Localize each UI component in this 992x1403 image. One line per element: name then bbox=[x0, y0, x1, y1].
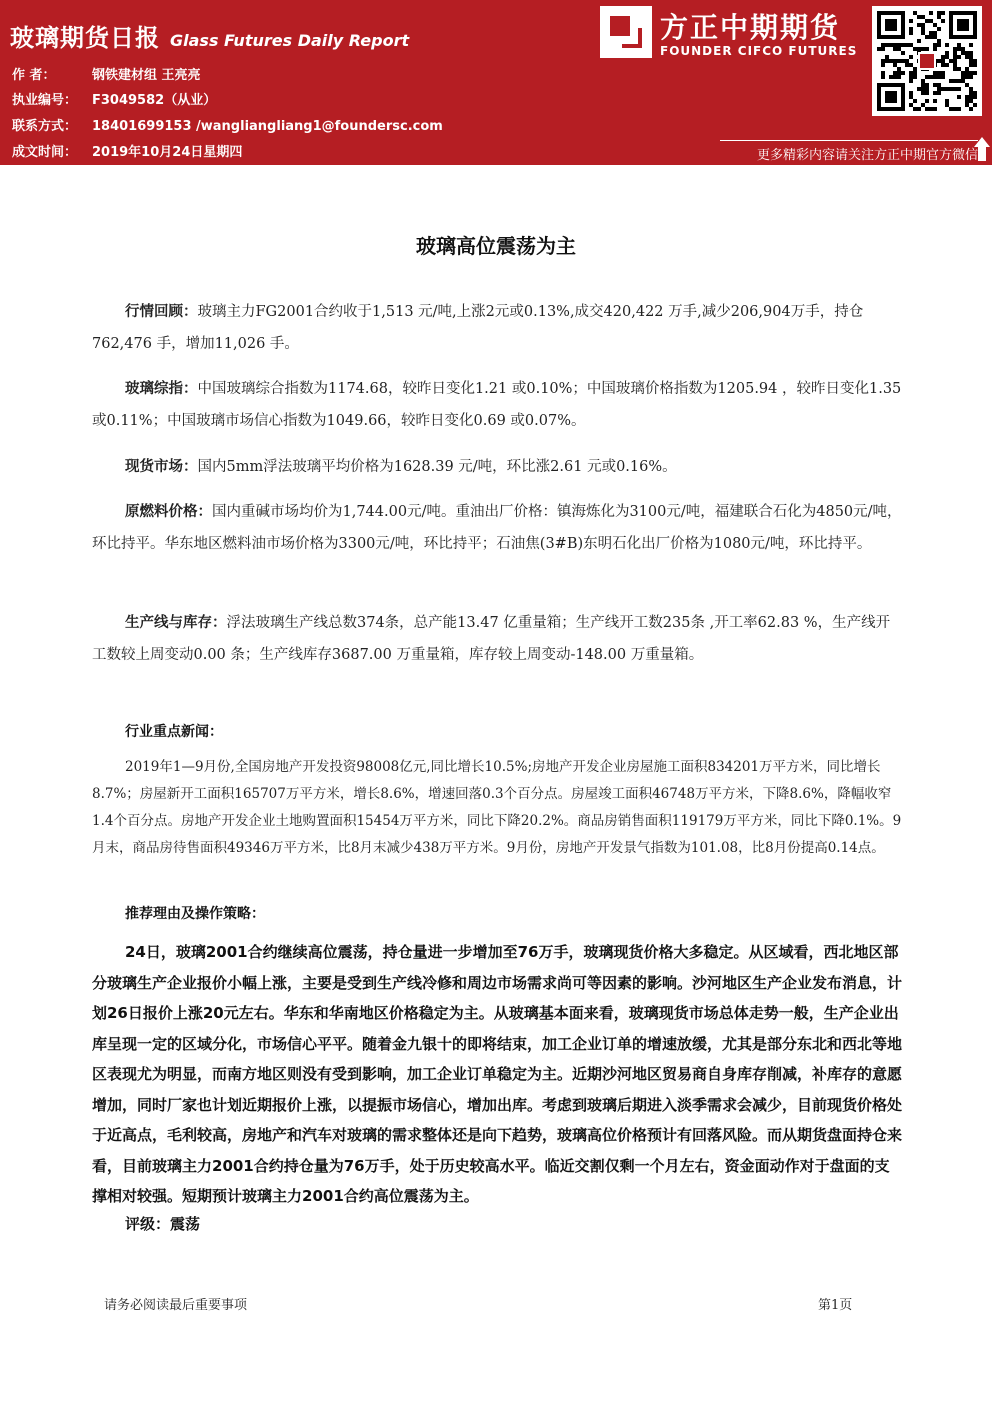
meta-contact: 联系方式： 18401699153 /wangliangliang1@foundersc.com bbox=[12, 119, 443, 134]
follow-divider bbox=[720, 140, 978, 141]
meta-author: 作 者： 钢铁建材组 王亮亮 bbox=[12, 68, 201, 83]
rating-value: 震荡 bbox=[170, 1215, 201, 1233]
section-spot-market: 现货市场：国内5mm浮法玻璃平均价格为1628.39 元/吨，环比涨2.61 元或0.16%。 bbox=[125, 459, 677, 475]
logo-text-en: FOUNDER CIFCO FUTURES bbox=[660, 44, 858, 58]
news-heading: 行业重点新闻： bbox=[125, 724, 223, 740]
report-title bbox=[10, 18, 409, 53]
meta-date: 成文时间： 2019年10月24日星期四 bbox=[12, 145, 243, 160]
report-title-cn: 玻璃期货日报 bbox=[10, 24, 160, 52]
strategy-body: 24日，玻璃2001合约继续高位震荡，持仓量进一步增加至76万手，玻璃现货价格大多稳定。从区域看，西北地区部分玻璃生产企业报价小幅上涨，主要是受到生产线冷修和周边市场需求尚可等因素的影响。沙河地区生产企业发布消息，计划26日报价上涨20元左右。华东和华南地区价格稳定为主。从玻璃基本面来看，玻璃现货市场总体走势一般，生产企业出库呈现一定的区域分化，市场信心平平。随着金九银十的即将结束，加工企业订单的增速放缓，尤其是部分东北和西北等地区表现尤为明显，而南方地区则没有受到影响，加工企业订单稳定为主。近期沙河地区贸易商自身库存削减，补库存的意愿增加，同时厂家也计划近期报价上涨，以提振市场信心，增加出库。考虑到玻璃后期进入淡季需求会减少，目前现货价格处于近高点，毛利较高，房地产和汽车对玻璃的需求整体还是向下趋势，玻璃高位价格预计有回落风险。而从期货盘面持仓来看，目前玻璃主力2001合约持仓量为76万手，处于历史较高水平。临近交割仅剩一个月左右，资金面动作对于盘面的支撑相对较强。短期预计玻璃主力2001合约高位震荡为主。 bbox=[92, 943, 903, 1205]
arrow-up-stem bbox=[978, 147, 986, 161]
footer-disclaimer: 请务必阅读最后重要事项 bbox=[104, 1298, 248, 1313]
section-glass-index: 玻璃综指：中国玻璃综合指数为1174.68，较昨日变化1.21 或0.10%；中国玻璃价格指数为1205.94 ，较昨日变化1.35 或0.11%；中国玻璃市场信心指数为1049.66，较昨日变化0.69 或0.07%。 bbox=[92, 381, 902, 429]
meta-license: 执业编号： F3049582（从业） bbox=[12, 93, 217, 108]
logo-text-cn: 方正中期期货 bbox=[660, 11, 841, 44]
section-raw-material: 原燃料价格：国内重碱市场均价为1,744.00元/吨。重油出厂价格：镇海炼化为3100元/吨，福建联合石化为4850元/吨，环比持平。华东地区燃料油市场价格为3300元/吨，环比持平；石油焦(3#B)东明石化出厂价格为1080元/吨，环比持平。 bbox=[92, 504, 902, 552]
report-title-en: Glass Futures Daily Report bbox=[170, 31, 410, 50]
qr-code-icon bbox=[872, 6, 982, 116]
follow-wechat-text: 更多精彩内容请关注方正中期官方微信 bbox=[756, 148, 978, 163]
section-production-inventory: 生产线与库存：浮法玻璃生产线总数374条，总产能13.47 亿重量箱；生产线开工数235条 ,开工率62.83 %，生产线开工数较上周变动0.00 条；生产线库存3687.00 万重量箱，库存较上周变动-148.00 万重量箱。 bbox=[92, 615, 891, 663]
report-header bbox=[0, 0, 992, 165]
strategy-heading: 推荐理由及操作策略： bbox=[125, 906, 265, 922]
rating: 评级：震荡 bbox=[125, 1215, 201, 1233]
document-title: 玻璃高位震荡为主 bbox=[416, 234, 576, 258]
logo-mark-icon bbox=[600, 6, 652, 58]
footer-page-number: 第1页 bbox=[818, 1298, 853, 1313]
section-market-review: 行情回顾：玻璃主力FG2001合约收于1,513 元/吨,上涨2元或0.13%,成交420,422 万手,减少206,904万手，持仓762,476 手，增加11,026 手。 bbox=[92, 304, 864, 352]
news-body: 2019年1—9月份,全国房地产开发投资98008亿元,同比增长10.5%;房地产开发企业房屋施工面积834201万平方米，同比增长8.7%；房屋新开工面积165707万平方米，增长8.6%，增速回落0.3个百分点。房屋竣工面积46748万平方米，下降8.6%，降幅收窄1.4个百分点。房地产开发企业土地购置面积15454万平方米，同比下降20.2%。商品房销售面积119179万平方米，同比下降0.1%。9月末，商品房待售面积49346万平方米，比8月末减少438万平方米。9月份，房地产开发景气指数为101.08，比8月份提高0.14点。 bbox=[92, 759, 902, 856]
company-logo bbox=[600, 6, 865, 66]
